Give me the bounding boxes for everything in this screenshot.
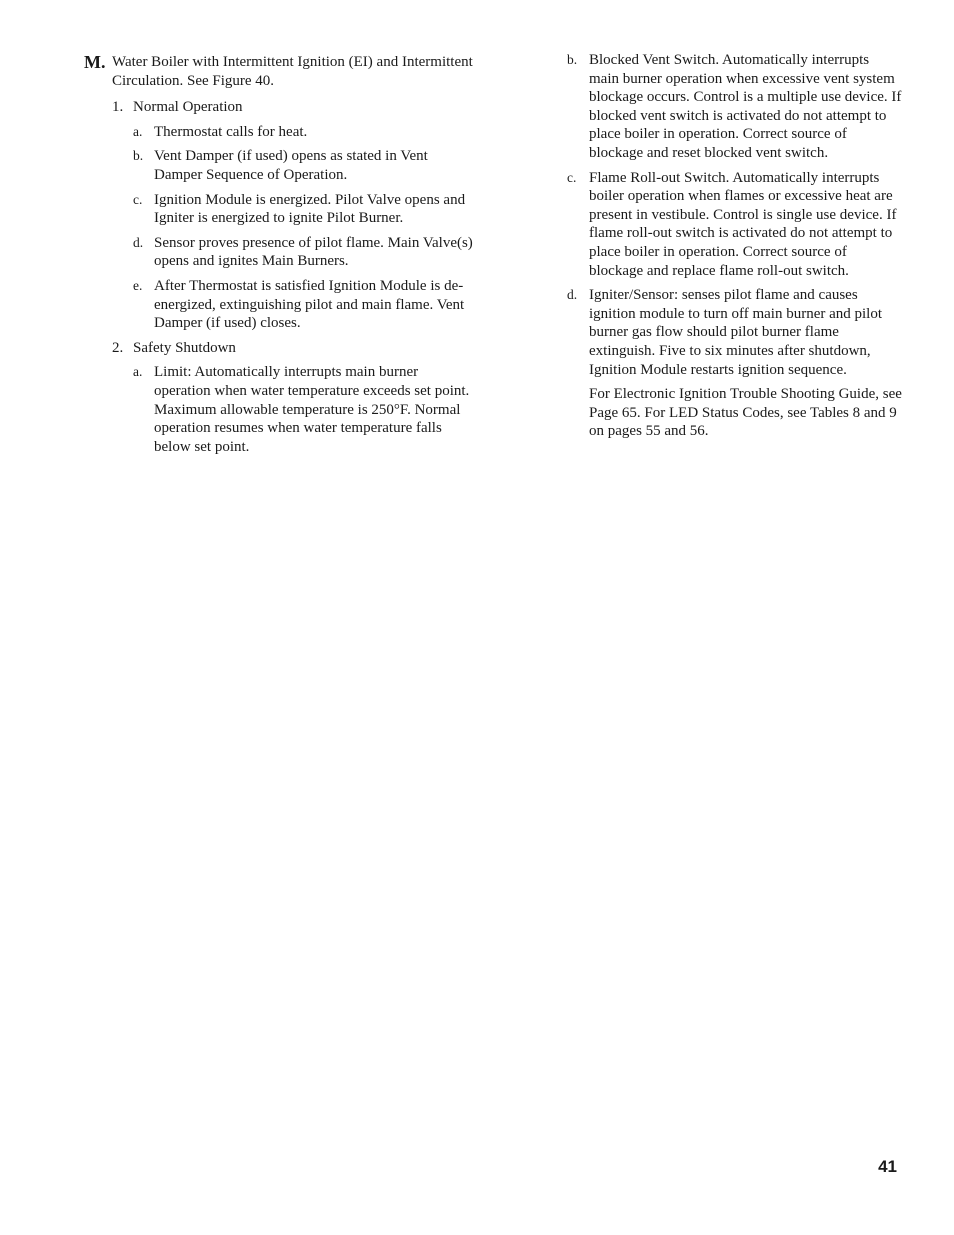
- section-title: Water Boiler with Intermittent Ignition (EI) and Intermittent Circulation. See Figure 40.: [112, 54, 473, 89]
- page-number: 41: [878, 1157, 897, 1176]
- numbered-item-title: Normal Operation: [133, 99, 243, 116]
- section-m: [84, 53, 474, 456]
- list-item-text: Thermostat calls for heat.: [154, 123, 308, 140]
- list-item: [133, 191, 474, 228]
- list-item-text: Igniter/Sensor: senses pilot flame and causes ignition module to turn off main burner and pilot burner gas flow should pilot burner flame extinguish. Five to six minutes after shutdown, Ignition Module restarts ignition sequence.: [589, 287, 883, 378]
- list-item: [133, 147, 474, 184]
- right-column: [567, 51, 902, 441]
- troubleshooting-note: For Electronic Ignition Trouble Shooting Guide, see Page 65. For LED Status Codes, see Tables 8 and 9 on pages 55 and 56.: [589, 386, 902, 440]
- safety-shutdown-steps: [133, 363, 474, 456]
- list-item: [133, 234, 474, 271]
- list-item-text: Blocked Vent Switch. Automatically interrupts main burner operation when excessive vent system blockage occurs. Control is a multiple use device. If blocked vent switch is activated do not attempt to place boiler in operation. Correct source of blockage and reset blocked vent switch.: [589, 52, 902, 161]
- normal-operation-steps: [133, 123, 474, 333]
- list-item: [567, 286, 902, 379]
- numbered-item-normal-operation: [112, 98, 474, 333]
- list-item-text: Vent Damper (if used) opens as stated in Vent Damper Sequence of Operation.: [154, 148, 428, 183]
- list-item-label: a.: [133, 364, 143, 380]
- list-item: [133, 277, 474, 333]
- list-item-label: b.: [567, 52, 578, 67]
- list-item-text: Limit: Automatically interrupts main burner operation when water temperature exceeds set point. Maximum allowable temperature is 250°F. Normal operation resumes when water temperature falls below set point.: [154, 364, 470, 455]
- numbered-item-label: 2.: [112, 339, 124, 356]
- numbered-item-label: 1.: [112, 99, 124, 116]
- section-letter: M.: [84, 52, 106, 72]
- list-item: [133, 363, 474, 456]
- list-item-label: b.: [133, 148, 144, 164]
- list-item: [133, 123, 474, 142]
- list-item: [567, 51, 902, 163]
- list-item-text: Sensor proves presence of pilot flame. Main Valve(s) opens and ignites Main Burners.: [154, 234, 473, 270]
- list-item-label: c.: [567, 169, 577, 185]
- list-item-label: c.: [133, 191, 143, 207]
- list-item-label: d.: [567, 287, 578, 303]
- list-item: [567, 169, 902, 281]
- list-item-text: Flame Roll-out Switch. Automatically interrupts boiler operation when flames or excessive heat are present in vestibule. Control is single use device. If flame roll-out switch is activated do not attempt to place boiler in operation. Correct source of blockage and replace flame roll-out switch.: [589, 169, 897, 279]
- list-item-text: After Thermostat is satisfied Ignition Module is de-energized, extinguishing pilot and main flame. Vent Damper (if used) closes.: [154, 277, 465, 332]
- numbered-item-title: Safety Shutdown: [133, 339, 236, 356]
- list-item-text: Ignition Module is energized. Pilot Valve opens and Igniter is energized to ignite Pilot Burner.: [154, 191, 466, 227]
- numbered-item-safety-shutdown: [112, 339, 474, 457]
- list-item-label: d.: [133, 234, 144, 250]
- list-item-label: e.: [133, 277, 143, 293]
- left-column: [84, 53, 474, 462]
- list-item-label: a.: [133, 123, 143, 139]
